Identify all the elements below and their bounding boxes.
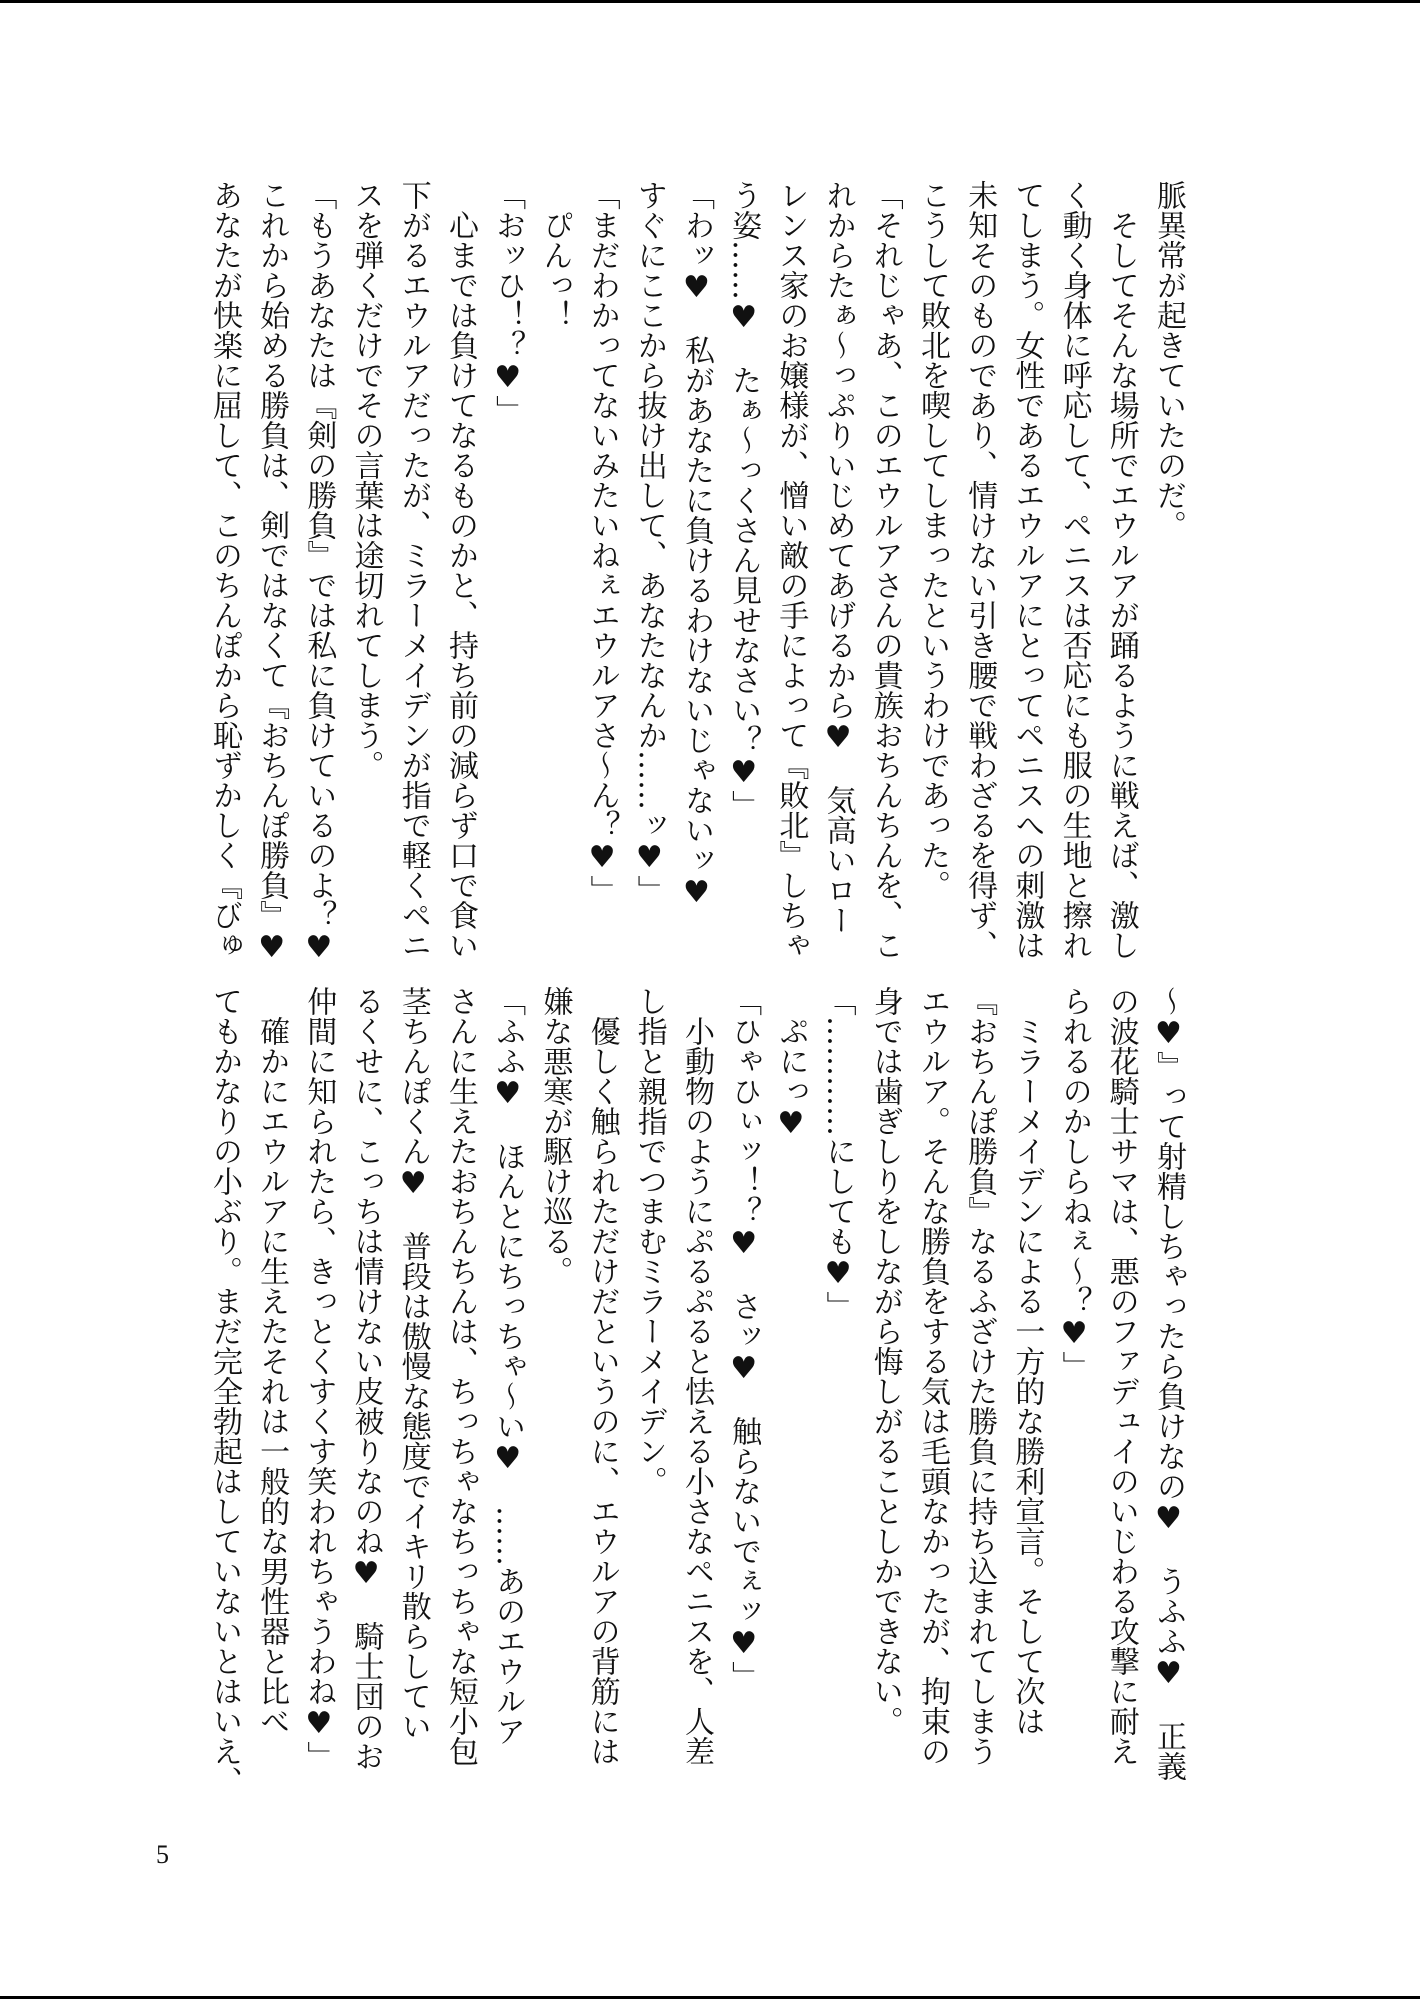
text-line: 下がるエウルアだったが、ミラーメイデンが指で軽くペニ [395, 180, 431, 960]
top-border-line [0, 0, 1420, 3]
text-line: の波花騎士サマは、悪のファデュイのいじわる攻撃に耐え [1103, 986, 1139, 1766]
text-line: こうして敗北を喫してしまったというわけであった。 [914, 180, 950, 900]
text-line: 「わッ♥ 私があなたに負けるわけないじゃないッ♥ [678, 180, 714, 910]
text-line: られるのかしらねぇ～？♥」 [1056, 986, 1092, 1381]
text-block-upper [200, 180, 1192, 980]
text-line: レンス家のお嬢様が、憎い敵の手によって『敗北』しちゃ [773, 180, 809, 960]
text-line: 心までは負けてなるものかと、持ち前の減らず口で食い [442, 180, 478, 960]
text-line: 優しく触られただけだというのに、エウルアの背筋には [584, 986, 620, 1766]
text-line: これから始める勝負は、剣ではなくて『おちんぽ勝負』♥ [254, 180, 290, 965]
text-line: すぐにここから抜け出して、あなたなんか……ッ♥」 [631, 180, 667, 905]
text-line: ぷにっ♥ [773, 986, 809, 1141]
text-line: スを弾くだけでその言葉は途切れてしまう。 [348, 180, 384, 780]
text-line: 確かにエウルアに生えたそれは一般的な男性器と比べ [254, 986, 290, 1736]
text-line: ぴんっ！ [537, 180, 573, 330]
text-line: エウルア。そんな勝負をする気は毛頭なかったが、拘束の [914, 986, 950, 1766]
text-line: 「…………にしても♥」 [820, 986, 856, 1321]
text-line: 「それじゃあ、このエウルアさんの貴族おちんちんを、こ [867, 180, 903, 960]
text-line: 「もうあなたは『剣の勝負』では私に負けているのよ？♥ [301, 180, 337, 965]
text-block-lower [200, 986, 1192, 1796]
text-line: 「まだわかってないみたいねぇエウルアさ～ん？♥」 [584, 180, 620, 905]
text-line: ミラーメイデンによる一方的な勝利宣言。そして次は [1009, 986, 1045, 1736]
text-line: し指と親指でつまむミラーメイデン。 [631, 986, 667, 1496]
text-line: 未知そのものであり、情けない引き腰で戦わざるを得ず、 [962, 180, 998, 960]
text-line: く動く身体に呼応して、ペニスは否応にも服の生地と擦れ [1056, 180, 1092, 960]
text-line: 身では歯ぎしりをしながら悔しがることしかできない。 [867, 986, 903, 1736]
bottom-border-line [0, 1996, 1420, 1999]
text-line: てもかなりの小ぶり。まだ完全勃起はしていないとはいえ、 [206, 986, 242, 1796]
text-line: 『おちんぽ勝負』なるふざけた勝負に持ち込まれてしまう [962, 986, 998, 1766]
text-line: 嫌な悪寒が駆け巡る。 [537, 986, 573, 1286]
text-line: れからたぁ～っぷりいじめてあげるから♥ 気高いロー [820, 180, 856, 935]
text-line: さんに生えたおちんちんは、ちっちゃなちっちゃな短小包 [442, 986, 478, 1766]
text-line: そしてそんな場所でエウルアが踊るように戦えば、激し [1103, 180, 1139, 960]
text-line: 「おッひ！？♥」 [490, 180, 526, 425]
text-line: ～♥』って射精しちゃったら負けなの♥ うふふ♥ 正義 [1151, 986, 1186, 1781]
text-line: 茎ちんぽくん♥ 普段は傲慢な態度でイキリ散らしてい [395, 986, 431, 1741]
page-number: 5 [156, 1840, 169, 1869]
text-line: あなたが快楽に屈して、このちんぽから恥ずかしく『びゅ [206, 180, 242, 960]
text-line: 「ふふ♥ ほんとにちっちゃ～い♥ ……あのエウルア [490, 986, 526, 1746]
text-line: う姿……♥ たぁ～っくさん見せなさい？♥」 [726, 180, 762, 820]
text-line: 小動物のようにぷるぷると怯える小さなペニスを、人差 [678, 986, 714, 1766]
text-line: 仲間に知られたら、きっとくすくす笑われちゃうわね♥」 [301, 986, 337, 1771]
text-line: てしまう。女性であるエウルアにとってペニスへの刺激は [1009, 180, 1045, 960]
text-line: 脈異常が起きていたのだ。 [1151, 180, 1186, 540]
text-line: るくせに、こっちは情けない皮被りなのね♥ 騎士団のお [348, 986, 384, 1771]
text-line: 「ひゃひぃッ！？♥ さッ♥ 触らないでぇッ♥」 [726, 986, 762, 1691]
